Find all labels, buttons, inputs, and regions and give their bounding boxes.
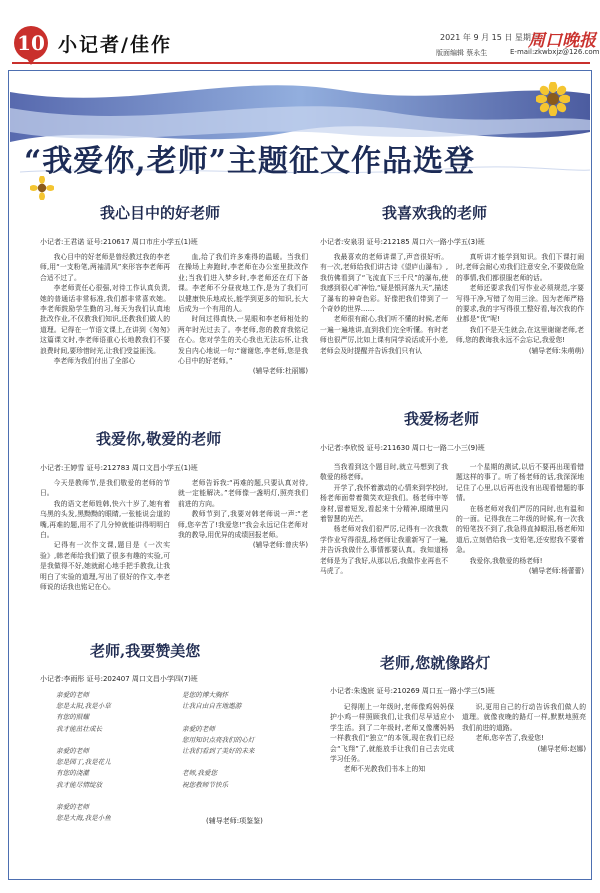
issue-date: 2021 年 9 月 15 日 星期三 [440,33,539,42]
article-byline: 小记者:李欣悦 证号:211630 周口七一路二小三(9)班 [320,444,485,452]
article-title: 我喜欢我的老师 [382,204,488,222]
paragraph: 我最喜欢的老师讲课了,声音很好听。有一次,老师给我们讲古诗《望庐山瀑布》,我仿佛看到了“飞流直下三千尺”的瀑布,使我感到很心旷神怡,“疑是银河落九天”,描述了瀑布的神奇色彩。好像把我们带到了一个奇妙的世界…… [320,253,448,314]
article-body-col [320,462,448,618]
article-byline: 小记者:朱逸宸 证号:210269 周口五一路小学三(5)班 [330,687,495,695]
poem-line [56,735,166,746]
paragraph: 老师,您辛苦了,我爱您! [475,734,544,743]
poem-line: 有您的浇灌 [56,769,89,778]
poem-line: 老师,我爱您 [182,769,218,778]
page-editor: 版面编辑 蔡永生 [436,49,488,57]
poem-line: 您是太阳,我是小草 [56,702,111,711]
poem-column [182,690,308,810]
article-byline: 小记者:李雨彤 证号:202407 周口文昌小学四(7)班 [40,675,198,683]
paragraph: 李老师责任心很强,对待工作认真负责,她的普通话非常标准,我们都非常喜欢她。李老师鼓励学生勤的习,每天为我们认真地批改作业,不仅教我们知识,还教我们做人的道理。记得在一节语文课上,在讲到《匆匆》这篇课文时,李老师语重心长地教我们不要浪费时间,要珍惜时光,让我们受益匪浅。 [40,284,170,355]
poem-line: 是您的博大胸怀 [182,691,229,699]
paragraph: 教师节到了,我要对韩老师说一声:“老师,您辛苦了!我爱您!”我会永远记住老师对我的教导,用优异的成绩回报老师。 [178,510,308,540]
poem-column [56,690,166,830]
paragraph: 识,更用自己的行动告诉我们做人的道理。就像夜晚的路灯一样,默默地照亮我们前进的道路。 [462,703,586,732]
paragraph: 当我看到这个题目时,就立马想到了我敬爱的杨老师。 [320,463,448,482]
poem-line [56,791,166,802]
poem-line: 我才能尽情绽放 [56,780,103,789]
tutor-credit: (辅导老师:曾庆华) [252,541,308,550]
paragraph: 记得有一次作文课,题目是《一次实验》,韩老师给我们做了很多有趣的实验,可是我做得不好,她就耐心地手把手教我,让我明白了实验的道理,写出了很好的作文,李老师说的话我也铭记在心。 [40,541,170,592]
article-body-col [462,702,586,814]
article-body-col [456,252,584,392]
poem-line: 您是大海,我是小鱼 [56,814,111,823]
poem-line: 您是园丁,我是花儿 [56,758,111,767]
page-number-badge [14,26,48,60]
article-body-col [330,702,454,814]
tutor-credit: (辅导老师:赵娜) [537,744,586,753]
poem-line: 让我自由自在地遨游 [182,702,242,711]
poem-line: 您用知识点亮我们的心灯 [182,735,255,744]
tutor-credit: (辅导老师:杨蕾蕾) [528,567,584,576]
paper-logo: 周口晚报 [528,31,596,51]
paragraph: 真听讲才能学到知识。我们下课打闹时,老师会耐心劝我们注意安全,不要做危险的事情,我们都很服老师的话。 [456,253,584,282]
article-title: 我心目中的好老师 [100,204,221,222]
article-title: 老师,我要赞美您 [90,642,201,660]
poem-line: 亲爱的老师 [56,691,89,699]
article-body-col [40,478,170,606]
article-byline: 小记者:王君诺 证号:210617 周口市庄小学五(1)班 [40,238,198,246]
header-rule [12,62,590,64]
paragraph: 在杨老师对我们严厉的同时,也有温和的一面。记得我在二年级的时候,有一次我的铅笔找不到了,我急得直掉眼泪,杨老师知道后,立刻借给我一支铅笔,还安慰我不要着急。 [456,504,584,555]
article-body-col [178,478,308,610]
paragraph: 我们不是天生就会,在这里谢谢老师,老师,您的教诲我永远不会忘记,我爱您! [456,325,584,345]
paragraph: 老师很有耐心,我们听不懂的时候,老师一遍一遍地讲,直到我们完全听懂。有时老师也很严厉,比如上课有同学说话或开小差,老师会及时提醒并告诉我们只有认 [320,315,448,355]
article-body-col [178,252,308,402]
article-title: 我爱你,敬爱的老师 [96,430,222,448]
article-byline: 小记者:王婷雪 证号:212783 周口文昌小学五(1)班 [40,464,198,472]
poem-line: 亲爱的老师 [56,803,89,812]
paragraph: 我心目中的好老师是曾经教过我的李老师,用“一支粉笔,两袖清风”来形容李老师再合适不过了。 [40,253,170,282]
paragraph: 一个星期的测试,以后不要再出现看错题这样的事了。听了杨老师的话,我深深地记住了心里,以后再也没有出现看错题的事情。 [456,463,584,503]
poem-line: 祝您教师节快乐 [182,780,229,789]
paragraph: 老师告诉我:“再难的题,只要认真对待,就一定能解决。”老师像一盏明灯,照亮我们前进的方向。 [178,479,308,508]
paragraph: 血,给了我们许多难得的温暖。当我们在操场上奔跑时,李老师在办公室里批改作业;当我们进入梦乡时,李老师还在灯下备课。李老师不分昼夜地工作,是为了我们可以健康快乐地成长,能学到更多的知识,长大后成为一个有用的人。 [178,253,308,314]
article-body-col [320,252,448,380]
poem-line: 亲爱的老师 [182,724,215,733]
article-byline: 小记者:安泉羽 证号:212185 周口六一路小学五(3)班 [320,238,485,246]
paragraph: 记得刚上一年级时,老师像鸡妈妈保护小鸡一样照顾我们,让我们尽早适应小学生活。到了二年级时,老师又像鹰妈妈一样教我们“独立”的本领,现在我们已经会“飞翔”了,就能放手让我们自己去完成学习任务。 [330,703,454,764]
paragraph: 老师还要求我们写作业必须规范,字要写得干净,写错了勿用三涂。因为老师严格的要求,我的字写得很工整好看,每次我的作业都是“优”呢! [456,284,584,324]
contact-email: E-mail:zkwbxjz@126.com [510,48,600,56]
paragraph: 杨老师对我们很严厉,记得有一次我数学作业写得很乱,杨老师让我重新写了一遍,并告诉我做什么事情都要认真。我知道杨老师是为了我好,从那以后,我做作业再也不马虎了。 [320,525,448,576]
poem-line: 让我们看到了美好的未来 [182,747,255,756]
tutor-credit: (辅导老师:杜丽娜) [252,367,308,376]
tutor-credit: (辅导老师:朱萌萌) [528,346,584,355]
sunflower-icon [536,82,570,116]
poem-line [182,712,308,723]
poem-line: 我才能茁壮成长 [56,724,103,733]
tutor-credit: (辅导老师:项鉴鉴) [206,817,263,825]
paragraph: 我爱你,我敬爱的杨老师! [469,556,543,565]
page-number: 10 [17,31,45,55]
main-title: “我爱你,老师”主题征文作品选登 [24,144,475,179]
paragraph: 老师不光教我们书本上的知 [343,765,426,774]
paragraph: 时间过得真快,一晃眼和李老师相处的两年时光过去了。李老师,您的教育我铭记在心。您对学生的关心我也无法忘怀,让我发自内心地说一句:“谢谢您,李老师,您是我心目中的好老师。” [178,315,308,366]
section-title: 小记者/佳作 [58,34,172,56]
poem-line: 有您的照耀 [56,713,89,722]
article-title: 我爱杨老师 [404,410,480,428]
article-body-col [456,462,584,622]
paragraph: 今天是教师节,是我们敬爱的老师的节日。 [40,479,170,498]
poem-line: 亲爱的老师 [56,747,89,756]
paragraph: 开学了,我怀着激动的心情来到学校时,杨老师面带着微笑欢迎我们。杨老师中等身材,留着短发,看起来十分精神,眼睛里闪着智慧的光芒。 [320,483,448,524]
article-title: 老师,您就像路灯 [380,654,491,672]
paragraph: 我的语文老师姓韩,快六十岁了,她有着乌黑的头发,黑黝黝的眼睛,一张能说会道的嘴,再难的题,用不了几分钟就能讲得明明白白。 [40,499,170,540]
paragraph: 李老师为我们付出了全部心 [53,357,136,366]
article-body-col [40,252,170,390]
poem-line [182,757,308,768]
